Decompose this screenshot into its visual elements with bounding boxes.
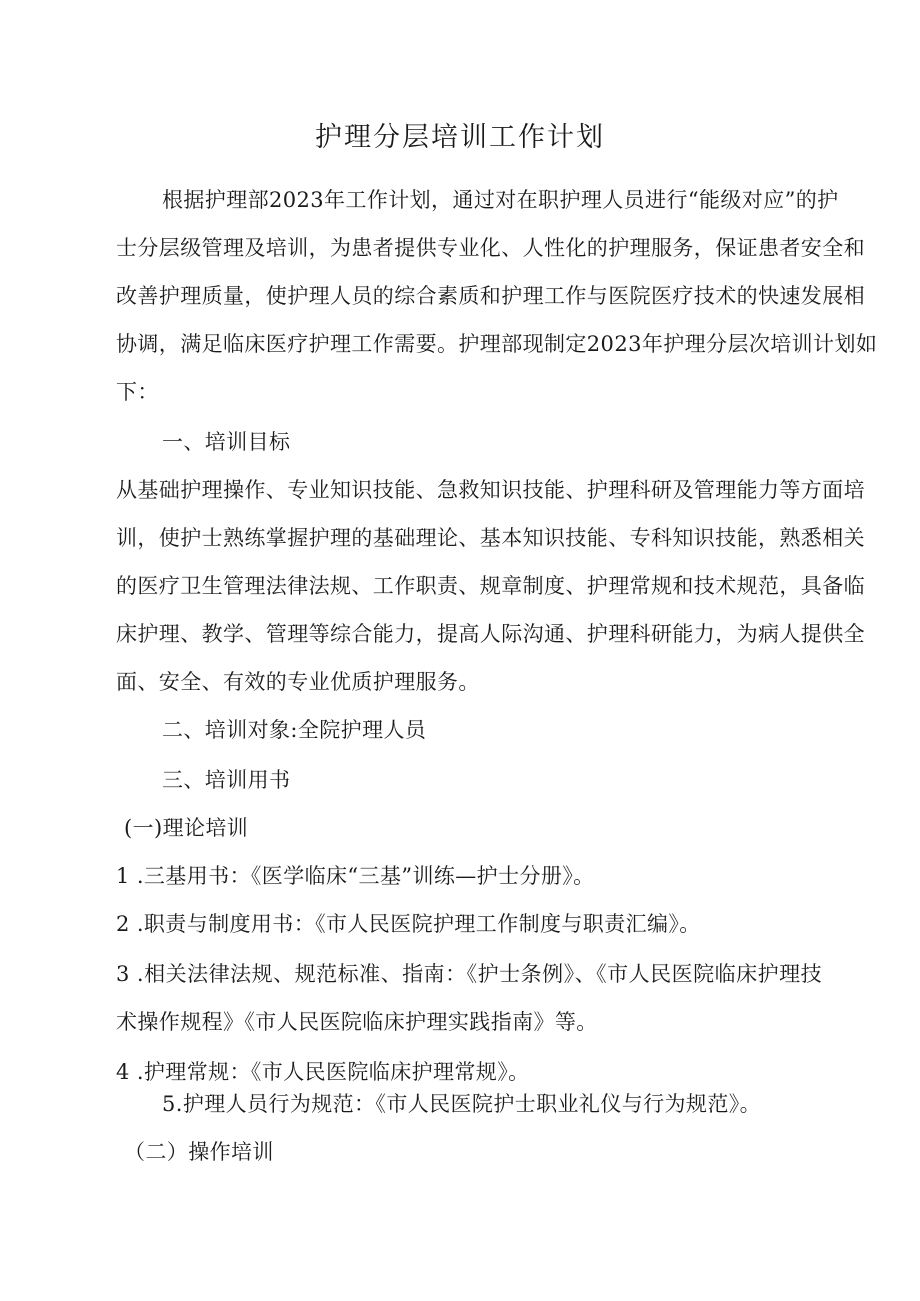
goals-line-5: 面、安全、有效的专业优质护理服务。 [116, 670, 480, 694]
subheading-theory: (一)理论培训 [124, 816, 249, 840]
intro-line-3: 改善护理质量，使护理人员的综合素质和护理工作与医院医疗技术的快速发展相 [116, 284, 865, 308]
book-item-4: 4 .护理常规：《市人民医院临床护理常规》。 [116, 1060, 530, 1084]
book-item-1: 1 .三基用书：《医学临床“三基”训练—护士分册》。 [116, 864, 595, 888]
intro-line-5: 下： [116, 380, 159, 404]
intro-line-2: 士分层级管理及培训，为患者提供专业化、人性化的护理服务，保证患者安全和 [116, 236, 865, 260]
book-item-3: 3 .相关法律法规、规范标准、指南：《护士条例》、《市人民医院临床护理技 [116, 962, 822, 986]
subheading-practice: （二）操作培训 [124, 1140, 274, 1164]
book-item-5: 5.护理人员行为规范：《市人民医院护士职业礼仪与行为规范》。 [162, 1092, 762, 1116]
goals-line-2: 训，使护士熟练掌握护理的基础理论、基本知识技能、专科知识技能，熟悉相关 [116, 526, 865, 550]
book-item-2: 2 .职责与制度用书：《市人民医院护理工作制度与职责汇编》。 [116, 912, 701, 936]
goals-line-1: 从基础护理操作、专业知识技能、急救知识技能、护理科研及管理能力等方面培 [116, 478, 865, 502]
section-heading-targets: 二、培训对象:全院护理人员 [162, 718, 427, 742]
intro-line-4: 协调，满足临床医疗护理工作需要。护理部现制定2023年护理分层次培训计划如 [116, 332, 878, 356]
goals-line-3: 的医疗卫生管理法律法规、工作职责、规章制度、护理常规和技术规范，具备临 [116, 574, 865, 598]
section-heading-goals: 一、培训目标 [162, 430, 291, 454]
section-heading-books: 三、培训用书 [162, 768, 291, 792]
intro-line-1: 根据护理部2023年工作计划，通过对在职护理人员进行“能级对应”的护 [162, 188, 839, 212]
book-item-3-cont: 术操作规程》《市人民医院临床护理实践指南》等。 [116, 1010, 598, 1034]
goals-line-4: 床护理、教学、管理等综合能力，提高人际沟通、护理科研能力，为病人提供全 [116, 622, 865, 646]
page-title: 护理分层培训工作计划 [315, 122, 605, 153]
